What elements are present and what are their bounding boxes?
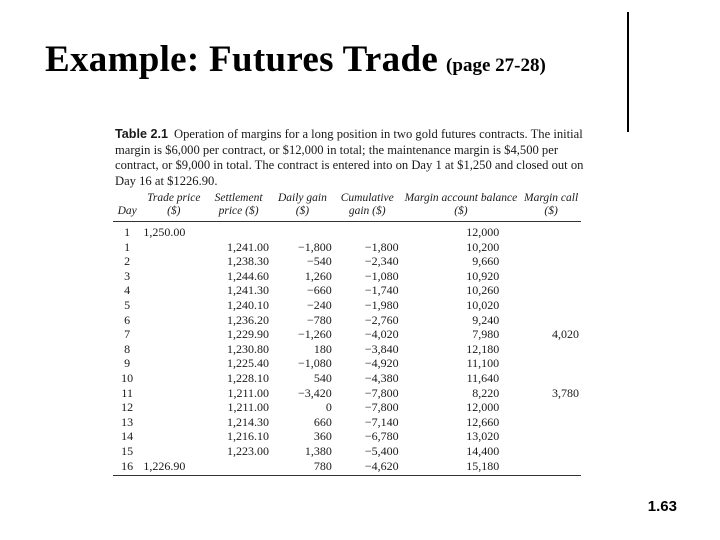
table-row <box>113 240 581 255</box>
cell-trade-price: 1,250.00 <box>143 225 186 239</box>
cell-settlement-price: 1,236.20 <box>227 312 270 327</box>
cell-daily-gain: 1,260 <box>304 268 332 283</box>
cell-margin-call <box>521 342 581 357</box>
table-caption-text: Operation of margins for a long position in two gold futures contracts. The initial margin is $6,000 per contract, or $12,000 in total; the maintenance margin is $4,500 per contract, or $9,000 in total. The contract is entered into on Day 1 at $1,250 and closed out on Day 16 at $1226.90. <box>115 127 584 188</box>
cell-day: 14 <box>121 429 134 444</box>
cell-trade-price <box>141 269 206 284</box>
cell-cumulative-gain: −1,800 <box>364 239 399 254</box>
cell-trade-price <box>141 327 206 342</box>
cell-day: 8 <box>124 341 131 356</box>
cell-cumulative-gain: −4,020 <box>364 327 399 342</box>
table-caption <box>115 127 585 189</box>
header-cumulative-gain: Cumulative gain ($) <box>334 192 401 222</box>
header-trade-price: Trade price ($) <box>141 192 206 222</box>
cell-settlement-price: 1,214.30 <box>227 414 270 429</box>
cell-daily-gain: −1,800 <box>298 239 332 254</box>
cell-cumulative-gain: −5,400 <box>364 443 399 458</box>
cell-day: 10 <box>121 370 134 385</box>
cell-day: 11 <box>121 385 133 400</box>
table-label: Table 2.1 <box>115 127 168 141</box>
cell-day: 12 <box>121 400 134 415</box>
cell-margin-call <box>521 444 581 459</box>
cell-margin-balance: 7,980 <box>472 327 500 342</box>
cell-margin-balance: 9,660 <box>472 254 500 269</box>
header-margin-call: Margin call ($) <box>521 192 581 222</box>
cell-daily-gain <box>271 222 334 240</box>
cell-daily-gain: −780 <box>307 312 332 327</box>
cell-margin-balance: 14,400 <box>466 443 500 458</box>
table-row <box>113 269 581 284</box>
cell-trade-price <box>141 371 206 386</box>
slide-title-page-ref: (page 27-28) <box>446 55 546 76</box>
cell-trade-price <box>141 400 206 415</box>
cell-cumulative-gain: −7,140 <box>364 414 399 429</box>
cell-margin-call <box>521 298 581 313</box>
table-header-row <box>113 192 581 222</box>
cell-cumulative-gain: −7,800 <box>364 400 399 415</box>
cell-settlement-price: 1,211.00 <box>227 400 270 415</box>
cell-day: 7 <box>124 327 131 342</box>
cell-margin-call <box>521 222 581 240</box>
cell-margin-balance: 12,000 <box>466 225 500 239</box>
cell-cumulative-gain: −1,980 <box>364 297 399 312</box>
cell-margin-call <box>521 269 581 284</box>
cell-settlement-price <box>206 459 271 476</box>
cell-settlement-price: 1,230.80 <box>227 341 270 356</box>
table-row <box>113 371 581 386</box>
cell-margin-call <box>521 283 581 298</box>
cell-margin-call <box>521 400 581 415</box>
slide-number: 1.63 <box>647 498 677 515</box>
cell-settlement-price: 1,240.10 <box>227 297 270 312</box>
table-row <box>113 429 581 444</box>
margin-table <box>113 192 581 476</box>
table-row <box>113 327 581 342</box>
cell-margin-call <box>521 240 581 255</box>
table-row <box>113 298 581 313</box>
cell-daily-gain: −240 <box>307 297 332 312</box>
cell-trade-price <box>141 342 206 357</box>
vertical-divider <box>627 12 629 132</box>
cell-day: 6 <box>124 312 131 327</box>
table-row <box>113 222 581 240</box>
cell-trade-price <box>141 444 206 459</box>
cell-margin-call <box>521 313 581 328</box>
cell-margin-balance: 10,200 <box>466 239 500 254</box>
cell-day: 9 <box>124 356 131 371</box>
table-row <box>113 386 581 401</box>
cell-daily-gain: −3,420 <box>298 385 332 400</box>
cell-cumulative-gain: −3,840 <box>364 341 399 356</box>
cell-day: 1 <box>124 225 131 239</box>
cell-day: 13 <box>121 414 134 429</box>
cell-trade-price <box>141 254 206 269</box>
cell-daily-gain: 180 <box>313 341 332 356</box>
cell-settlement-price: 1,211.00 <box>227 385 270 400</box>
slide-title <box>45 38 546 81</box>
cell-cumulative-gain: −1,080 <box>364 268 399 283</box>
cell-trade-price <box>141 356 206 371</box>
cell-day: 16 <box>113 459 141 476</box>
cell-trade-price <box>141 415 206 430</box>
table-row <box>113 459 581 476</box>
cell-daily-gain: 0 <box>325 400 332 415</box>
table-row <box>113 313 581 328</box>
cell-cumulative-gain <box>334 222 401 240</box>
cell-cumulative-gain: −4,620 <box>334 459 401 476</box>
cell-settlement-price: 1,238.30 <box>227 254 270 269</box>
cell-daily-gain: −660 <box>307 283 332 298</box>
cell-margin-balance: 15,180 <box>401 459 522 476</box>
table-row <box>113 254 581 269</box>
slide-title-main: Example: Futures Trade <box>45 39 439 80</box>
header-margin-balance: Margin account balance ($) <box>401 192 522 222</box>
cell-cumulative-gain: −4,380 <box>364 370 399 385</box>
cell-margin-balance: 11,640 <box>466 370 500 385</box>
cell-settlement-price: 1,225.40 <box>227 356 270 371</box>
cell-trade-price <box>141 429 206 444</box>
table-row <box>113 444 581 459</box>
cell-daily-gain: −540 <box>307 254 332 269</box>
cell-margin-balance: 11,100 <box>466 356 500 371</box>
cell-settlement-price: 1,229.90 <box>227 327 270 342</box>
cell-daily-gain: 360 <box>313 429 332 444</box>
cell-settlement-price: 1,241.00 <box>227 239 270 254</box>
cell-day: 15 <box>121 443 134 458</box>
cell-margin-balance: 10,020 <box>466 297 500 312</box>
cell-daily-gain: 1,380 <box>304 443 332 458</box>
cell-margin-balance: 12,000 <box>466 400 500 415</box>
cell-trade-price: 1,226.90 <box>141 459 206 476</box>
cell-cumulative-gain: −2,340 <box>364 254 399 269</box>
table-row <box>113 415 581 430</box>
cell-margin-call <box>521 371 581 386</box>
table-row <box>113 283 581 298</box>
cell-margin-call <box>521 415 581 430</box>
cell-day: 4 <box>124 283 131 298</box>
cell-margin-call <box>521 254 581 269</box>
cell-cumulative-gain: −4,920 <box>364 356 399 371</box>
cell-margin-call: 4,020 <box>552 327 579 342</box>
cell-margin-balance: 10,260 <box>466 283 500 298</box>
cell-day: 5 <box>124 297 131 312</box>
cell-trade-price <box>141 240 206 255</box>
cell-margin-call <box>521 459 581 476</box>
cell-day: 3 <box>124 268 131 283</box>
cell-margin-call <box>521 356 581 371</box>
cell-trade-price <box>141 313 206 328</box>
cell-settlement-price: 1,244.60 <box>227 268 270 283</box>
cell-margin-call: 3,780 <box>552 385 579 400</box>
cell-settlement-price <box>206 222 271 240</box>
cell-daily-gain: 780 <box>271 459 334 476</box>
cell-daily-gain: −1,080 <box>298 356 332 371</box>
cell-daily-gain: −1,260 <box>298 327 332 342</box>
cell-settlement-price: 1,241.30 <box>227 283 270 298</box>
table-row <box>113 356 581 371</box>
cell-settlement-price: 1,228.10 <box>227 370 270 385</box>
cell-cumulative-gain: −6,780 <box>364 429 399 444</box>
cell-margin-balance: 12,180 <box>466 341 500 356</box>
cell-trade-price <box>141 298 206 313</box>
cell-trade-price <box>141 386 206 401</box>
cell-margin-balance: 8,220 <box>472 385 500 400</box>
cell-trade-price <box>141 283 206 298</box>
scanned-table-image <box>113 127 588 497</box>
header-daily-gain: Daily gain ($) <box>271 192 334 222</box>
cell-margin-call <box>521 429 581 444</box>
table-body <box>113 222 581 476</box>
cell-day: 1 <box>124 239 131 254</box>
header-day: Day <box>113 192 141 222</box>
header-settlement-price: Settlement price ($) <box>206 192 271 222</box>
cell-margin-balance: 13,020 <box>466 429 500 444</box>
cell-margin-balance: 12,660 <box>466 414 500 429</box>
table-row <box>113 342 581 357</box>
cell-cumulative-gain: −1,740 <box>364 283 399 298</box>
cell-cumulative-gain: −2,760 <box>364 312 399 327</box>
cell-cumulative-gain: −7,800 <box>364 385 399 400</box>
cell-daily-gain: 540 <box>313 370 332 385</box>
cell-margin-balance: 9,240 <box>472 312 500 327</box>
cell-margin-balance: 10,920 <box>466 268 500 283</box>
table-row <box>113 400 581 415</box>
cell-settlement-price: 1,216.10 <box>227 429 270 444</box>
cell-settlement-price: 1,223.00 <box>227 443 270 458</box>
cell-day: 2 <box>124 254 131 269</box>
cell-daily-gain: 660 <box>313 414 332 429</box>
